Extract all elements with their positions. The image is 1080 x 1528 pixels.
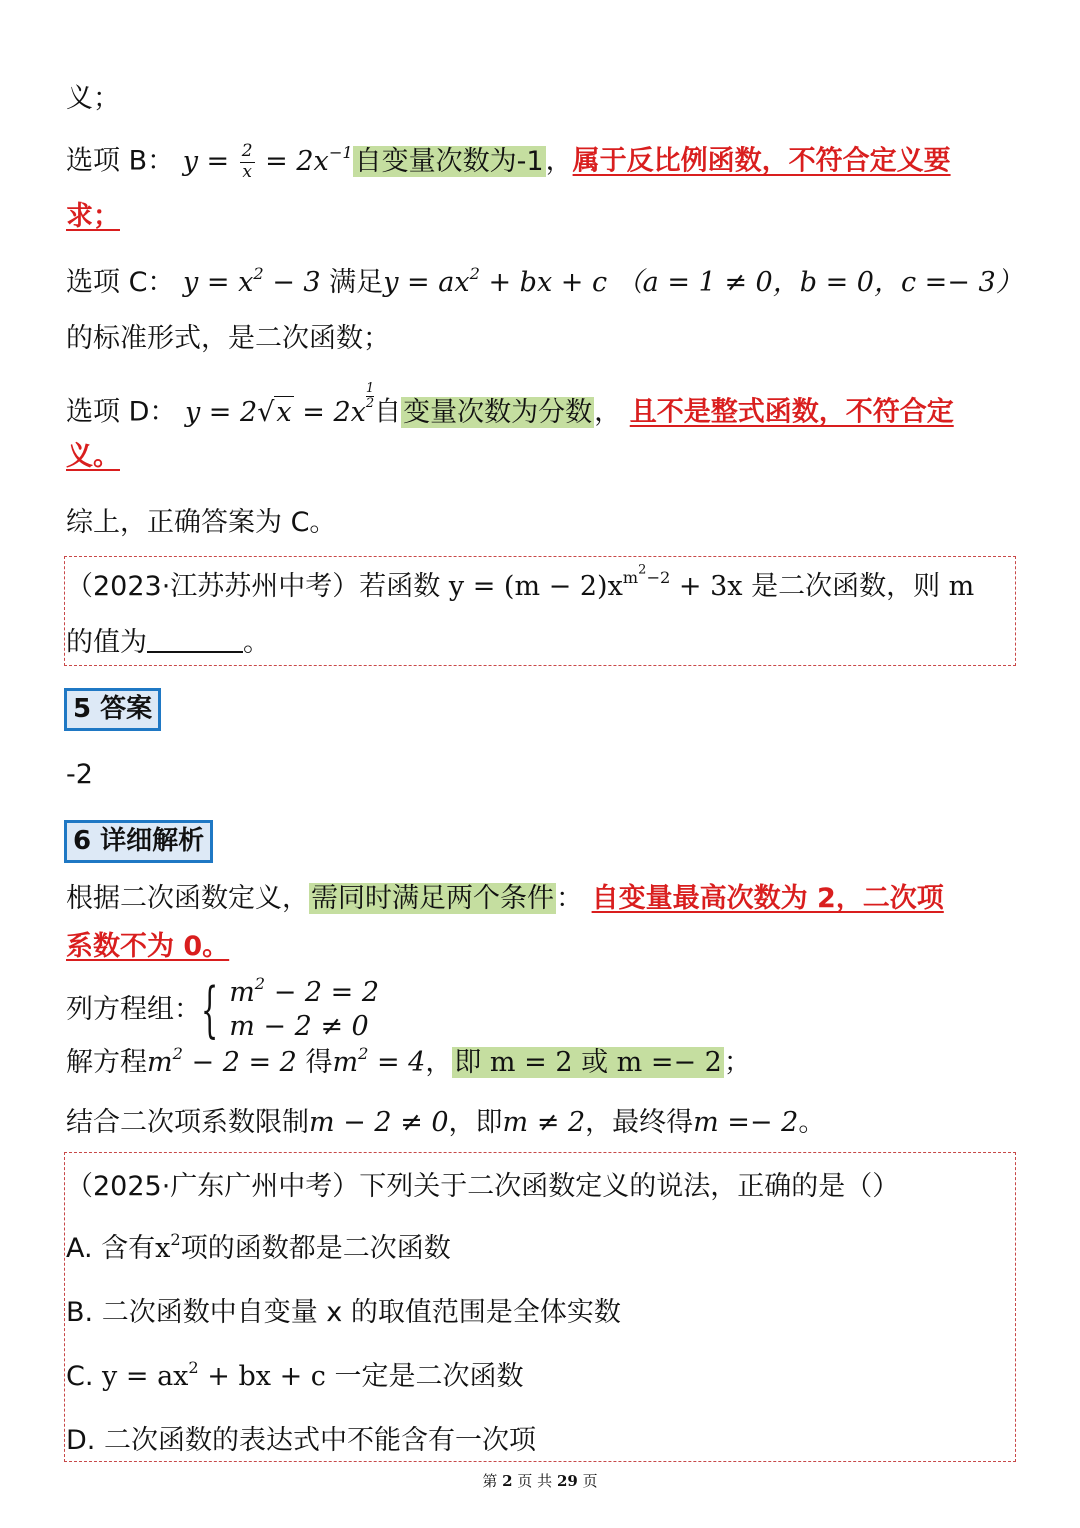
option-b-highlight: 自变量次数为-1: [354, 145, 544, 177]
question-6-option-d: D. 二次函数的表达式中不能含有一次项: [66, 1425, 536, 1456]
option-b-label: 选项 B：: [66, 145, 175, 177]
answer-tag: 5 答案: [64, 688, 161, 731]
option-c-line2: 的标准形式，是二次函数；: [66, 323, 390, 354]
option-c-label: 选项 C：: [66, 267, 175, 298]
option-d-red2: 义。: [66, 441, 120, 472]
question-6-option-b: B. 二次函数中自变量 x 的取值范围是全体实数: [66, 1297, 621, 1328]
equation-system: 列方程组：{ $m^2 - 2 = 2$ m − 2 ≠ 0: [66, 973, 380, 1045]
analysis-line1: 根据二次函数定义，需同时满足两个条件： 自变量最高次数为 2，二次项: [66, 883, 944, 914]
option-d-formula: y = 2√x = 2x $\frac{1}{2}$: [184, 381, 375, 428]
brace-symbol: {: [201, 974, 219, 1045]
analysis-red: 自变量最高次数为 2，二次项: [591, 883, 944, 914]
analysis-tag: 6 详细解析: [64, 820, 213, 863]
answer-value: -2: [66, 759, 93, 790]
analysis-line5: 结合二次项系数限制m − 2 ≠ 0，即m ≠ 2，最终得m =− 2。: [66, 1107, 826, 1138]
analysis-red2: 系数不为 0。: [66, 931, 230, 962]
conclusion: 综上，正确答案为 C。: [66, 507, 337, 538]
page-number: 2: [502, 1472, 513, 1490]
question-6-option-c: C. $y = ax^2$ + bx + c 一定是二次函数: [66, 1357, 524, 1392]
option-b-line2: [66, 200, 120, 234]
analysis-solution-highlight: 即 m = 2 或 m =− 2: [454, 1047, 722, 1078]
option-b-red: 属于反比例函数，不符合定义要: [572, 145, 951, 177]
option-b-formula: y = $\frac{2}{x}$ = $2x^{-1}$: [182, 141, 353, 182]
analysis-line4: 解方程$m^2 - 2 = 2$ 得$m^2 = 4$，即 m = 2 或 m =− 2；: [66, 1043, 751, 1078]
question-5-line2: 的值为 。: [66, 627, 270, 658]
page-total: 29: [556, 1472, 578, 1490]
option-b-line: 选项 B： y = $\frac{2}{x}$ = $2x^{-1}$自变量次数为-1，属于反比例函数，不符合定义要: [66, 141, 951, 182]
option-c-standard-form: $y = ax^2$ + bx + c: [383, 263, 608, 298]
question-5-line1: （2023·江苏苏州中考）若函数 $y = (m - 2)x^{m^2-2} + 3x$ 是二次函数，则 m: [66, 562, 975, 602]
option-d-label: 选项 D：: [66, 396, 177, 428]
option-d-highlight: 变量次数为分数: [403, 396, 593, 428]
answer-blank: [147, 627, 243, 653]
option-b-red2: 求；: [66, 201, 120, 232]
analysis-line2: [66, 930, 229, 964]
option-c-params: （a = 1 ≠ 0，b = 0，c =− 3）: [615, 267, 1023, 298]
option-d-line: 选项 D： y = 2√x = 2x $\frac{1}{2}$自变量次数为分数， 且不是整式函数，不符合定: [66, 381, 954, 428]
question-5-formula: $y = (m - 2)x^{m^2-2} + 3x$: [448, 562, 743, 602]
question-6-option-a: A. 含有$x^2$项的函数都是二次函数: [66, 1229, 451, 1264]
option-c-formula: $y = x^2 - 3$: [183, 263, 321, 298]
page-footer: 第 2 页 共 29 页: [482, 1472, 598, 1490]
option-d-red: 且不是整式函数，不符合定: [629, 396, 954, 428]
intro-text: 义；: [66, 83, 120, 114]
analysis-highlight: 需同时满足两个条件: [311, 883, 554, 914]
option-c-line: 选项 C： $y = x^2 - 3$ 满足$y = ax^2$ + bx + c （a = 1 ≠ 0，b = 0，c =− 3）: [66, 263, 1023, 298]
question-6-stem: （2025·广东广州中考）下列关于二次函数定义的说法，正确的是（）: [66, 1171, 900, 1202]
option-d-line2: [66, 440, 120, 474]
